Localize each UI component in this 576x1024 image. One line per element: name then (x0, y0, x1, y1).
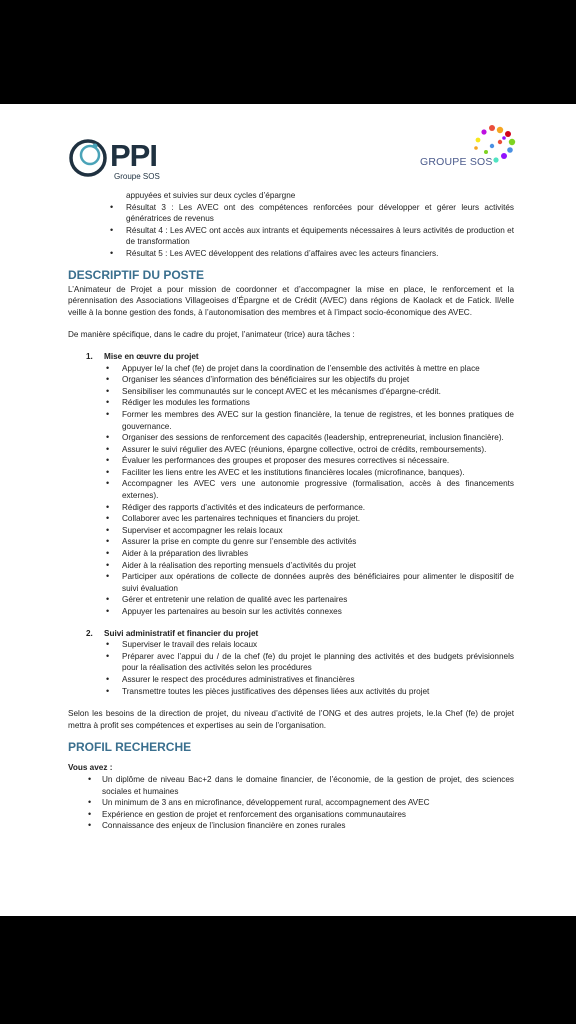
list-item: • Connaissance des enjeux de l’inclusion financière en zones rurales (68, 820, 514, 832)
subsection-title: Mise en œuvre du projet (104, 351, 199, 361)
list-item: • Aider à la réalisation des reporting mensuels d’activités du projet (68, 560, 514, 572)
list-item: • Évaluer les performances des groupes et proposer des mesures correctives si nécessaire. (68, 455, 514, 467)
ppi-logo-mark-icon (68, 136, 112, 180)
list-item: • Superviser et accompagner les relais locaux (68, 525, 514, 537)
list-item: • Préparer avec l’appui du / de la chef (fe) du projet le planning des activités et des budgets prévisionnels pour la réalisation des activités selon les procédures (68, 651, 514, 674)
tasks-list-1 (68, 363, 514, 618)
groupe-sos-text: GROUPE SOS (420, 156, 493, 168)
ppi-logo-subtext: Groupe SOS (114, 172, 160, 181)
tasks-list-2 (68, 639, 514, 697)
list-item: • Un minimum de 3 ans en microfinance, développement rural, accompagnement des AVEC (68, 797, 514, 809)
list-item: • Résultat 5 : Les AVEC développent des relations d’affaires avec les acteurs financiers. (68, 248, 514, 260)
subsection-number: 1. (86, 351, 93, 361)
list-item: • Assurer la prise en compte du genre sur l’ensemble des activités (68, 536, 514, 548)
results-list (68, 190, 514, 260)
descriptif-paragraph: L’Animateur de Projet a pour mission de coordonner et d’accompagner la mise en place, le renforcement et la pérennisation des Associations Villageoises d’Épargne et de Crédit (AVEC) dans régions de Kaolack et de Fatick. Il/elle veille à la bonne gestion des fonds, à l’autonomisation des membres et à l’impact socio-économique des AVEC. (68, 284, 514, 317)
closing-paragraph: Selon les besoins de la direction de projet, du niveau d’activité de l’ONG et des autres projets, le.la Chef (fe) de projet mettra à profit ses compétences et expertises au sein de l’organisation. (68, 709, 514, 730)
subsection-title: Suivi administratif et financier du projet (104, 628, 259, 638)
list-item: • Transmettre toutes les pièces justificatives des dépenses liées aux activités du projet (68, 686, 514, 698)
subsection-heading-1 (68, 351, 514, 363)
list-item: • Superviser le travail des relais locaux (68, 639, 514, 651)
list-item: • Participer aux opérations de collecte de données auprès des bénéficiaires pour alimenter le dispositif de suivi évaluation (68, 571, 514, 594)
profile-list (68, 774, 514, 832)
list-item: • Appuyer les partenaires au besoin sur les activités connexes (68, 606, 514, 618)
list-item: • Sensibiliser les communautés sur le concept AVEC et les mécanismes d’épargne-crédit. (68, 386, 514, 398)
list-item: appuyées et suivies sur deux cycles d’épargne (126, 191, 296, 200)
document-body (68, 190, 514, 832)
list-item: • Un diplôme de niveau Bac+2 dans le domaine financier, de l’économie, de la gestion de projet, des sciences sociales et humaines (68, 774, 514, 797)
list-item: • Assurer le respect des procédures administratives et financières (68, 674, 514, 686)
descriptif-intro-tasks: De manière spécifique, dans le cadre du projet, l’animateur (trice) aura tâches : (68, 330, 355, 340)
list-item: • Former les membres des AVEC sur la gestion financière, la tenue de registres, et les bonnes pratiques de gouvernance. (68, 409, 514, 432)
list-item: • Gérer et entretenir une relation de qualité avec les partenaires (68, 594, 514, 606)
section-title-profil: PROFIL RECHERCHE (68, 740, 192, 755)
subsection-heading-2 (68, 628, 514, 640)
subsection-number: 2. (86, 628, 93, 638)
list-item: • Aider à la préparation des livrables (68, 548, 514, 560)
list-item: • Accompagner les AVEC vers une autonomie progressive (formalisation, accès à des financements externes). (68, 478, 514, 501)
list-item: • Rédiger les modules les formations (68, 397, 514, 409)
document-page (0, 104, 576, 916)
list-item: • Résultat 4 : Les AVEC ont accès aux intrants et équipements nécessaires à leurs activités de production et de transformation (68, 225, 514, 248)
section-title-descriptif: DESCRIPTIF DU POSTE (68, 267, 205, 282)
list-item: • Faciliter les liens entre les AVEC et les institutions financières locales (microfinance, banques). (68, 467, 514, 479)
ppi-logo (68, 134, 168, 184)
list-item: • Rédiger des rapports d’activités et des indicateurs de performance. (68, 502, 514, 514)
list-item: • Expérience en gestion de projet et renforcement des organisations communautaires (68, 809, 514, 821)
list-item: • Résultat 3 : Les AVEC ont des compétences renforcées pour développer et gérer leurs activités génératrices de revenus (68, 202, 514, 225)
list-item: • Organiser des sessions de renforcement des capacités (leadership, entrepreneuriat, inclusion financière). (68, 432, 514, 444)
list-item: • Organiser les séances d’information des bénéficiaires sur les objectifs du projet (68, 374, 514, 386)
profil-lead: Vous avez : (68, 763, 113, 773)
list-item: • Assurer le suivi régulier des AVEC (réunions, épargne collective, octroi de crédits, remboursements). (68, 444, 514, 456)
list-item: • Appuyer le/ la chef (fe) de projet dans la coordination de l’ensemble des activités à mettre en place (68, 363, 514, 375)
list-item: • Collaborer avec les partenaires techniques et financiers du projet. (68, 513, 514, 525)
groupe-sos-logo (420, 122, 520, 182)
ppi-logo-text: PPI (110, 138, 157, 173)
